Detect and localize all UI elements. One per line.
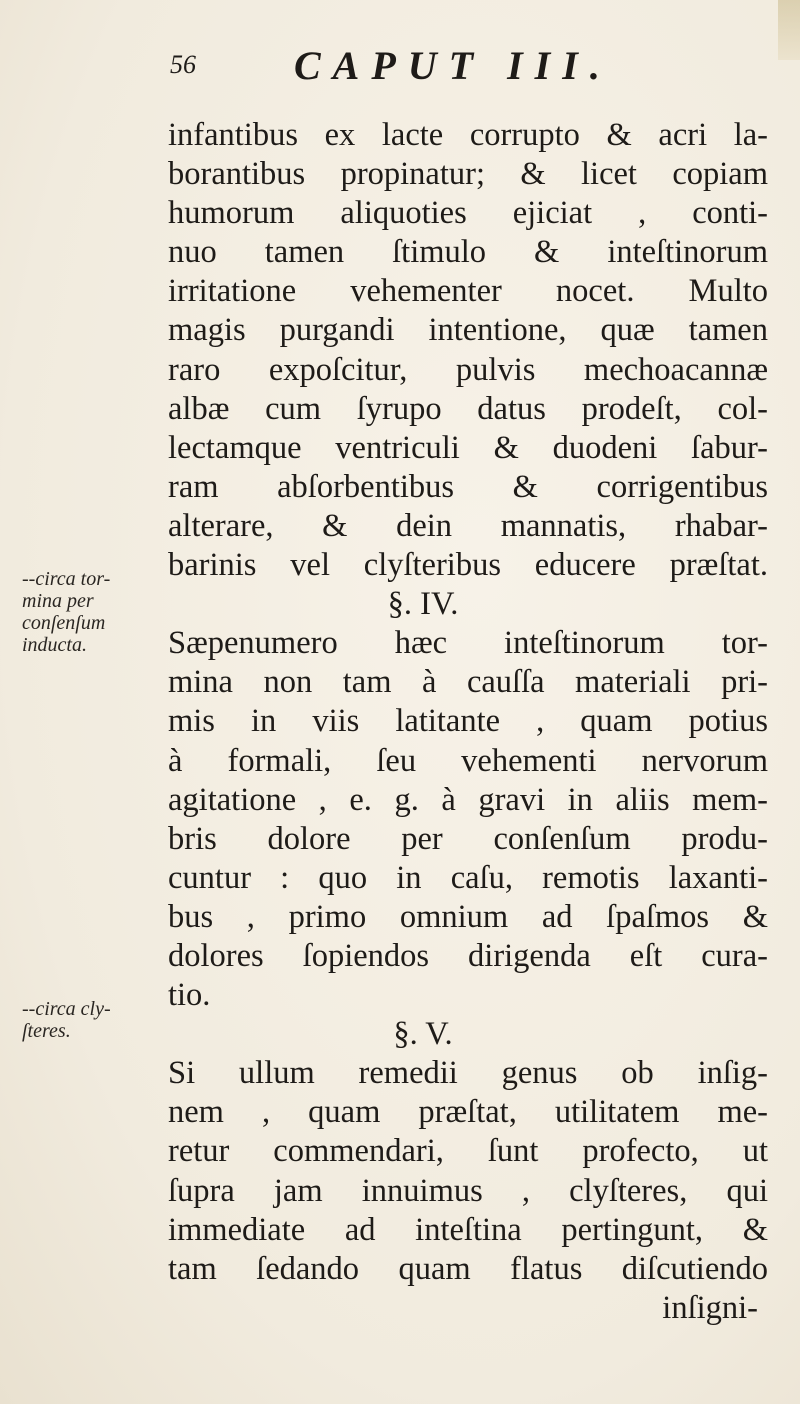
running-head: CAPUT III. — [294, 43, 612, 88]
catchword: inſigni- — [662, 1289, 758, 1326]
marginal-note-line: conſenſum — [22, 612, 106, 634]
text-line: irritatione vehementer nocet. Multo — [168, 273, 768, 310]
text-line: dolores ſopiendos dirigenda eſt cura- — [168, 937, 768, 974]
text-line: agitatione , e. g. à gravi in aliis mem- — [168, 781, 768, 818]
text-line: mina non tam à cauſſa materiali pri- — [168, 664, 768, 701]
text-line: barinis vel clyſteribus educere præſtat. — [168, 547, 768, 584]
section-heading-iv: §. IV. — [387, 586, 459, 623]
marginal-note-line: --circa cly- — [22, 998, 111, 1020]
text-line: cuntur : quo in caſu, remotis laxanti- — [168, 859, 768, 896]
text-line: bus , primo omnium ad ſpaſmos & — [168, 898, 768, 935]
marginal-note-line: inducta. — [22, 634, 87, 656]
text-line: bris dolore per conſenſum produ- — [168, 820, 768, 857]
text-line: mis in viis latitante , quam potius — [168, 703, 768, 740]
text-line: infantibus ex lacte corrupto & acri la- — [168, 117, 768, 153]
text-line: raro expoſcitur, pulvis mechoacannæ — [168, 351, 768, 388]
text-line: retur commendari, ſunt profecto, ut — [168, 1133, 768, 1170]
text-line: ſupra jam innuimus , clyſteres, qui — [168, 1172, 768, 1209]
text-line: ram abſorbentibus & corrigentibus — [168, 468, 768, 505]
text-line: alterare, & dein mannatis, rhabar- — [168, 507, 768, 544]
text-line: magis purgandi intentione, quæ tamen — [168, 312, 768, 349]
page-header — [170, 42, 612, 94]
marginal-note-line: ſteres. — [22, 1020, 71, 1042]
marginal-note-section-iv — [22, 568, 172, 656]
marginal-note-line: --circa tor- — [22, 568, 111, 590]
marginal-note-line: mina per — [22, 590, 94, 612]
main-text-block — [168, 116, 768, 1328]
text-line: tam ſedando quam flatus diſcutiendo — [168, 1250, 768, 1287]
page-edge-stain — [778, 0, 800, 60]
text-line: tio. — [168, 977, 211, 1014]
section-heading-v: §. V. — [393, 1016, 453, 1053]
text-line: humorum aliquoties ejiciat , conti- — [168, 195, 768, 232]
text-line: nuo tamen ſtimulo & inteſtinorum — [168, 234, 768, 271]
text-line: à formali, ſeu vehementi nervorum — [168, 742, 768, 779]
marginal-note-section-v — [22, 998, 172, 1042]
page-number: 56 — [170, 50, 196, 79]
text-line: lectamque ventriculi & duodeni ſabur- — [168, 429, 768, 466]
text-line: borantibus propinatur; & licet copiam — [168, 156, 768, 193]
text-line: Si ullum remedii genus ob inſig- — [168, 1055, 768, 1092]
text-line: immediate ad inteſtina pertingunt, & — [168, 1211, 768, 1248]
text-line: albæ cum ſyrupo datus prodeſt, col- — [168, 390, 768, 427]
text-line: nem , quam præſtat, utilitatem me- — [168, 1094, 768, 1131]
text-line: Sæpenumero hæc inteſtinorum tor- — [168, 625, 768, 662]
